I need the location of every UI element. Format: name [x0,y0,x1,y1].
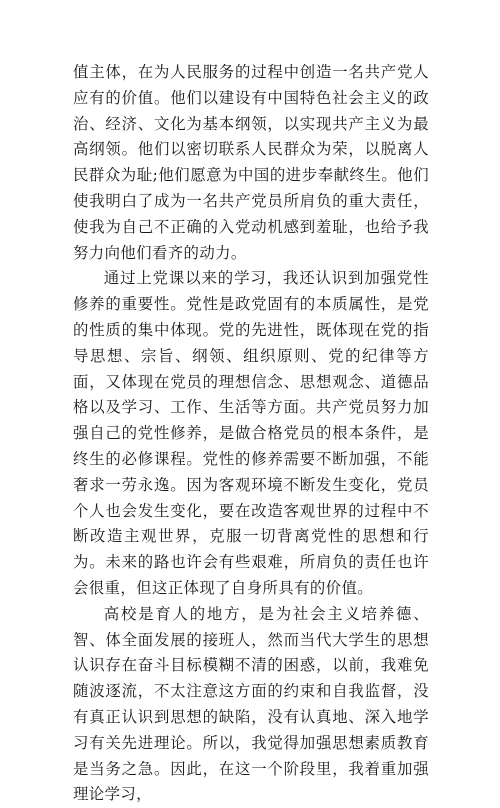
paragraph-2: 通过上党课以来的学习，我还认识到加强党性修养的重要性。党性是政党固有的本质属性，是党的性质的集中体现。党的先进性，既体现在党的指导思想、宗旨、纲领、组织原则、党的纪律等方面，又体现在党员的理想信念、思想观念、道德品格以及学习、工作、生活等方面。共产党员努力加强自己的党性修养，是做合格党员的根本条件，是终生的必修课程。党性的修养需要不断加强，不能奢求一劳永逸。因为客观环境不断发生变化，党员个人也会发生变化，要在改造客观世界的过程中不断改造主观世界，克服一切背离党性的思想和行为。未来的路也许会有些艰难，所肩负的责任也许会很重，但这正体现了自身所具有的价值。 [73,269,429,597]
paragraph-1: 值主体，在为人民服务的过程中创造一名共产党人应有的价值。他们以建设有中国特色社会主义的政治、经济、文化为基本纲领，以实现共产主义为最高纲领。他们以密切联系人民群众为荣，以脱离人民群众为耻;他们愿意为中国的进步奉献终生。他们使我明白了成为一名共产党员所肩负的重大责任，使我为自己不正确的入党动机感到羞耻，也给予我努力向他们看齐的动力。 [73,63,429,262]
document-body [73,60,429,808]
paragraph-3: 高校是育人的地方，是为社会主义培养德、智、体全面发展的接班人，然而当代大学生的思想认识存在奋斗目标模糊不清的困惑，以前，我难免随波逐流，不太注意这方面的约束和自我监督，没有真正认识到思想的缺陷，没有认真地、深入地学习有关先进理论。所以，我觉得加强思想素质教育是当务之急。因此，在这一个阶段里，我着重加强理论学习， [73,604,429,804]
